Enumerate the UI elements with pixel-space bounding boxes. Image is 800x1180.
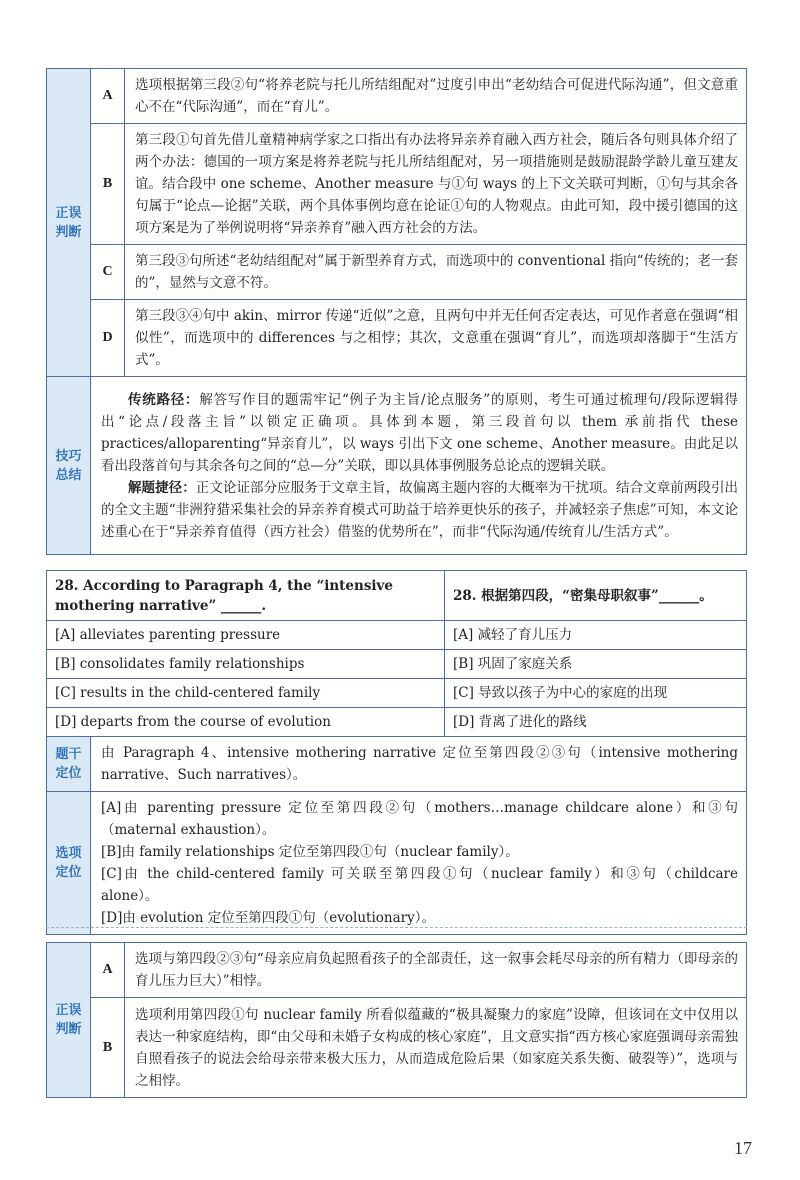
option-locate-row [47,792,747,935]
option-row-b [47,998,747,1098]
option-en: [C] results in the child-centered family [47,679,445,708]
option-analysis-text: 选项与第四段②③句“母亲应肩负起照看孩子的全部责任，这一叙事会耗尽母亲的所有精力（即母亲的育儿压力巨大）”相悖。 [125,943,747,998]
skill-summary-label: 技巧 总结 [47,377,91,555]
page-number: 17 [734,1138,752,1158]
option-locate-text [91,792,747,935]
option-zh: [A] 减轻了育儿压力 [445,621,747,650]
option-letter: C [91,245,125,300]
question-stem-row [47,571,747,621]
judgement-label: 正误 判断 [47,943,91,1098]
option-locate-line: [A]由 parenting pressure 定位至第四段②句（mothers…manage childcare alone）和③句（maternal exhaustion）。 [101,800,738,838]
option-locate-line: [B]由 family relationships 定位至第四段①句（nuclear family）。 [101,844,519,860]
option-row-a [47,69,747,124]
option-en: [A] alleviates parenting pressure [47,621,445,650]
skill-summary-text [91,377,747,555]
option-zh: [D] 背离了进化的路线 [445,708,747,737]
question-option-row [47,650,747,679]
option-letter: B [91,124,125,245]
stem-locate-row [47,737,747,792]
question-28-table [46,570,747,935]
shortcut-keyword: 解题捷径： [128,479,196,496]
option-letter: D [91,300,125,377]
option-en: [B] consolidates family relationships [47,650,445,679]
option-letter: A [91,69,125,124]
skill-summary-row [47,377,747,555]
question-option-row [47,679,747,708]
option-zh: [B] 巩固了家庭关系 [445,650,747,679]
option-analysis-text: 第三段③④句中 akin、mirror 传递“近似”之意，且两句中并无任何否定表达，可见作者意在强调“相似性”，而选项中的 differences 与之相悖；其次，文意重在强调“育儿”，而选项却落脚于“生活方式”。 [125,300,747,377]
shortcut-text: 正文论证部分应服务于文章主旨，故偏离主题内容的大概率为干扰项。结合文章前两段引出的全文主题“非洲狩猎采集社会的异亲养育模式可助益于培养更快乐的孩子，并减轻亲子焦虑”可知，本文论述重心在于“异亲养育值得（西方社会）借鉴的优势所在”，而非“代际沟通/传统育儿/生活方式”。 [101,479,739,540]
dashed-divider [46,927,747,928]
traditional-path-text: 解答写作目的题需牢记“例子为主旨/论点服务”的原则，考生可通过梳理句/段际逻辑得出“论点/段落主旨”以锁定正确项。具体到本题，第三段首句以 them 承前指代 these practices/alloparenting“异亲育儿”，以 ways 引出下文 one scheme、Another measure。由此足以看出段落首句与其余各句之间的“总—分”关联，即以具体事例服务总论点的逻辑关联。 [101,391,739,474]
question-option-row [47,621,747,650]
option-row-c [47,245,747,300]
stem-locate-label: 题干 定位 [47,737,91,792]
analysis-table-q28 [46,942,747,1098]
option-locate-label: 选项 定位 [47,792,91,935]
option-locate-line: [C]由 the child-centered family 可关联至第四段①句（nuclear family）和③句（childcare alone）。 [101,866,738,904]
analysis-table-q27 [46,68,747,555]
option-row-b [47,124,747,245]
stem-locate-text: 由 Paragraph 4、intensive mothering narrative 定位至第四段②③句（intensive mothering narrative、Such narratives）。 [91,737,747,792]
judgement-label: 正误 判断 [47,69,91,377]
option-analysis-text: 选项利用第四段①句 nuclear family 所看似蕴藏的“极具凝聚力的家庭”设障，但该词在文中仅用以表达一种家庭结构，即“由父母和未婚子女构成的核心家庭”，且文意实指“西方核心家庭强调母亲需独自照看孩子的说法会给母亲带来极大压力，从而造成危险后果（如家庭关系失衡、破裂等）”，选项与之相悖。 [125,998,747,1098]
question-option-row [47,708,747,737]
traditional-path-keyword: 传统路径： [128,391,200,408]
option-letter: B [91,998,125,1098]
question-stem-zh: 28. 根据第四段，“密集母职叙事”______。 [445,571,747,621]
option-locate-line: [D]由 evolution 定位至第四段①句（evolutionary）。 [101,910,435,926]
option-en: [D] departs from the course of evolution [47,708,445,737]
shortcut-paragraph [101,477,738,543]
option-row-a [47,943,747,998]
option-analysis-text: 第三段③句所述“老幼结组配对”属于新型养育方式，而选项中的 conventional 指向“传统的；老一套的”，显然与文意不符。 [125,245,747,300]
option-row-d [47,300,747,377]
option-zh: [C] 导致以孩子为中心的家庭的出现 [445,679,747,708]
option-letter: A [91,943,125,998]
option-analysis-text: 第三段①句首先借儿童精神病学家之口指出有办法将异亲养育融入西方社会，随后各句则具体介绍了两个办法：德国的一项方案是将养老院与托儿所结组配对，另一项措施则是鼓励混龄学龄儿童互建友谊。结合段中 one scheme、Another measure 与①句 ways 的上下文关联可判断，①句与其余各句属于“论点—论据”关联，两个具体事例均意在论证①句的人物观点。由此可知，段中援引德国的这项方案是为了举例说明将“异亲养育”融入西方社会的方法。 [125,124,747,245]
traditional-path-paragraph [101,389,738,477]
question-stem-en: 28. According to Paragraph 4, the “intensive mothering narrative” ______. [47,571,445,621]
option-analysis-text: 选项根据第三段②句“将养老院与托儿所结组配对”过度引申出“老幼结合可促进代际沟通”，但文意重心不在“代际沟通”，而在“育儿”。 [125,69,747,124]
